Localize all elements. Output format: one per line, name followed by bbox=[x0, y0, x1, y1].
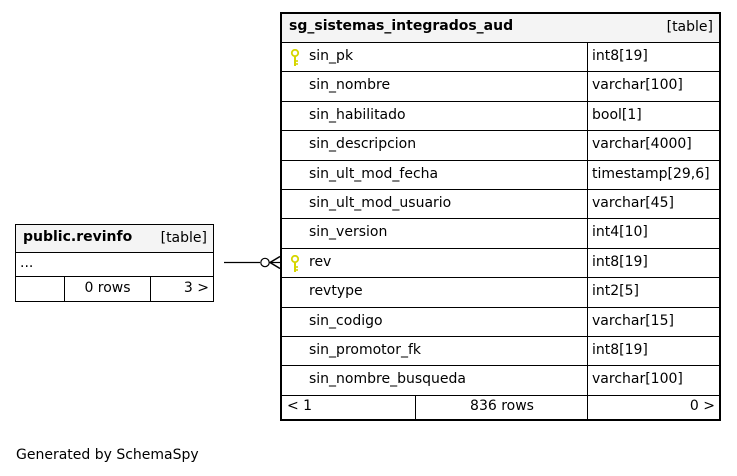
collapsed-columns-row bbox=[16, 253, 213, 277]
key-icon bbox=[290, 49, 300, 67]
column-divider bbox=[587, 43, 588, 71]
table-public-revinfo[interactable] bbox=[15, 224, 214, 302]
column-name: revtype bbox=[309, 283, 363, 300]
column-row[interactable] bbox=[282, 43, 719, 72]
column-row[interactable] bbox=[282, 161, 719, 190]
column-type: varchar[100] bbox=[592, 77, 683, 94]
column-row[interactable] bbox=[282, 190, 719, 219]
column-name: sin_codigo bbox=[309, 312, 383, 329]
column-divider bbox=[587, 72, 588, 100]
row-count: 836 rows bbox=[470, 398, 534, 414]
table-title[interactable]: public.revinfo bbox=[23, 229, 133, 245]
column-type: varchar[100] bbox=[592, 371, 683, 388]
column-divider bbox=[587, 366, 588, 394]
column-row[interactable] bbox=[282, 102, 719, 131]
table-kind-label: [table] bbox=[666, 19, 713, 35]
column-type: varchar[4000] bbox=[592, 136, 692, 153]
column-divider bbox=[587, 190, 588, 218]
column-type: varchar[15] bbox=[592, 312, 674, 329]
table-header bbox=[16, 225, 213, 253]
column-divider bbox=[587, 102, 588, 130]
column-name: rev bbox=[309, 253, 332, 270]
column-row[interactable] bbox=[282, 278, 719, 307]
footer-divider bbox=[150, 277, 151, 301]
key-icon bbox=[290, 255, 300, 273]
column-divider bbox=[587, 278, 588, 306]
column-divider bbox=[587, 249, 588, 277]
column-name: sin_promotor_fk bbox=[309, 342, 422, 358]
column-name: sin_nombre bbox=[309, 77, 391, 94]
column-row[interactable] bbox=[282, 72, 719, 101]
column-name: sin_pk bbox=[309, 48, 354, 64]
table-footer bbox=[282, 396, 719, 419]
column-type: timestamp[29,6] bbox=[592, 165, 710, 182]
children-count: 0 > bbox=[689, 398, 715, 414]
column-divider bbox=[587, 308, 588, 336]
column-name: sin_nombre_busqueda bbox=[309, 371, 466, 388]
column-row[interactable] bbox=[282, 308, 719, 337]
table-title[interactable]: sg_sistemas_integrados_aud bbox=[289, 18, 514, 34]
column-divider bbox=[587, 337, 588, 365]
column-divider bbox=[587, 131, 588, 159]
row-count: 0 rows bbox=[84, 280, 131, 296]
column-row[interactable] bbox=[282, 219, 719, 248]
column-type: bool[1] bbox=[592, 106, 642, 123]
table-footer bbox=[16, 277, 213, 301]
ellipsis-text: ... bbox=[20, 255, 34, 271]
column-row[interactable] bbox=[282, 131, 719, 160]
column-divider bbox=[587, 161, 588, 189]
column-row[interactable] bbox=[282, 337, 719, 366]
column-name: sin_habilitado bbox=[309, 106, 406, 123]
table-sg-sistemas-integrados-aud[interactable] bbox=[280, 12, 721, 421]
column-name: sin_ult_mod_fecha bbox=[309, 165, 439, 182]
table-header bbox=[282, 14, 719, 43]
column-type: varchar[45] bbox=[592, 195, 674, 211]
relationship-connector bbox=[220, 250, 282, 276]
column-row[interactable] bbox=[282, 366, 719, 395]
column-row[interactable] bbox=[282, 249, 719, 278]
generated-by-credit[interactable]: Generated by SchemaSpy bbox=[16, 447, 199, 463]
column-type: int8[19] bbox=[592, 48, 648, 64]
children-count-link[interactable]: 3 > bbox=[183, 280, 209, 296]
parents-count-link[interactable]: < 1 bbox=[287, 398, 313, 414]
column-type: int2[5] bbox=[592, 283, 639, 300]
column-name: sin_ult_mod_usuario bbox=[309, 195, 452, 211]
column-type: int8[19] bbox=[592, 342, 648, 358]
footer-divider bbox=[587, 396, 588, 419]
column-type: int4[10] bbox=[592, 224, 648, 241]
table-kind-label: [table] bbox=[160, 230, 207, 246]
column-type: int8[19] bbox=[592, 253, 648, 270]
column-divider bbox=[587, 219, 588, 247]
column-name: sin_descripcion bbox=[309, 136, 417, 153]
column-name: sin_version bbox=[309, 224, 388, 241]
